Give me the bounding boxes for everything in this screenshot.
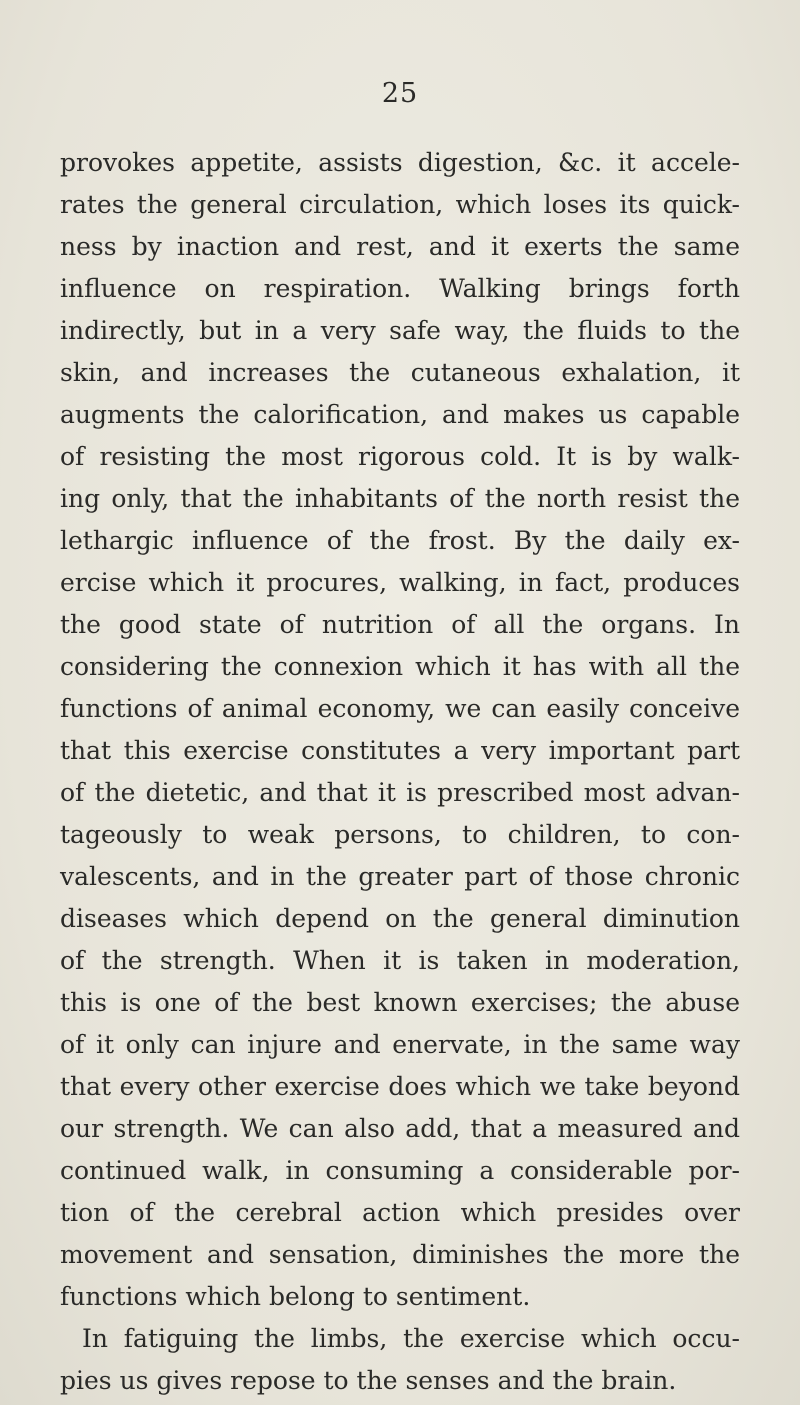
text-line: that every other exercise does which we take beyond [60, 1072, 740, 1101]
text-line: provokes appetite, assists digestion, &c. it accele- [60, 148, 740, 177]
text-line: this is one of the best known exercises; the abuse [60, 988, 740, 1017]
page-number: 25 [381, 78, 419, 109]
text-line: our strength. We can also add, that a measured and [60, 1114, 740, 1143]
text-line: indirectly, but in a very safe way, the fluids to the [60, 316, 740, 345]
text-line: considering the connexion which it has with all the [60, 652, 740, 681]
text-line: valescents, and in the greater part of those chronic [60, 862, 740, 891]
text-line: movement and sensation, diminishes the more the [60, 1240, 740, 1269]
text-line: ing only, that the inhabitants of the north resist the [60, 484, 740, 513]
text-line: of the strength. When it is taken in moderation, [60, 946, 740, 975]
text-line: ness by inaction and rest, and it exerts the same [60, 232, 740, 261]
text-line: diseases which depend on the general diminution [60, 904, 740, 933]
text-line: continued walk, in consuming a considerable por- [60, 1156, 740, 1185]
text-line: of resisting the most rigorous cold. It is by walk- [60, 442, 740, 471]
text-line: tion of the cerebral action which presides over [60, 1198, 740, 1227]
text-line: the good state of nutrition of all the organs. In [60, 610, 740, 639]
text-line: skin, and increases the cutaneous exhalation, it [60, 358, 740, 387]
text-line: tageously to weak persons, to children, to con- [60, 820, 740, 849]
text-line: ercise which it procures, walking, in fact, produces [60, 568, 740, 597]
text-line: pies us gives repose to the senses and the brain. [60, 1366, 677, 1395]
text-line: functions of animal economy, we can easily conceive [60, 694, 740, 723]
text-line: influence on respiration. Walking brings forth [60, 274, 740, 303]
text-line: of it only can injure and enervate, in the same way [60, 1030, 740, 1059]
text-line: augments the calorification, and makes us capable [60, 400, 740, 429]
text-line: functions which belong to sentiment. [60, 1282, 531, 1311]
text-line: rates the general circulation, which loses its quick- [60, 190, 740, 219]
text-line: lethargic influence of the frost. By the daily ex- [60, 526, 740, 555]
text-line: In fatiguing the limbs, the exercise which occu- [82, 1324, 740, 1353]
body-text [60, 142, 740, 1402]
text-line: that this exercise constitutes a very important part [60, 736, 740, 765]
text-line: of the dietetic, and that it is prescribed most advan- [60, 778, 740, 807]
